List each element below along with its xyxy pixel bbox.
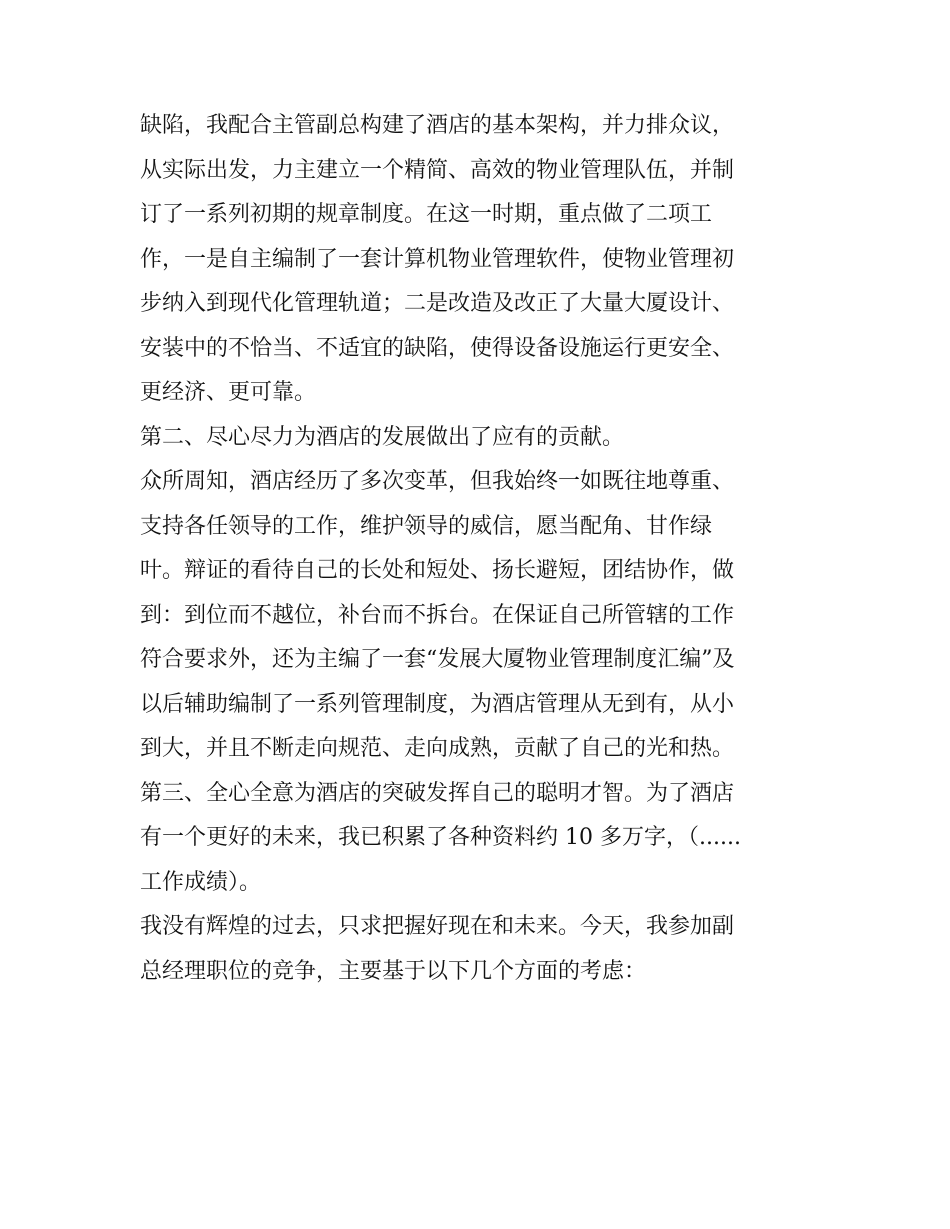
text-line: 我没有辉煌的过去，只求把握好现在和未来。今天，我参加副 bbox=[140, 914, 735, 939]
text-line: 总经理职位的竞争，主要基于以下几个方面的考虑： bbox=[140, 958, 647, 984]
text-line: 到：到位而不越位，补台而不拆台。在保证自己所管辖的工作 bbox=[140, 602, 735, 628]
text-line: 步纳入到现代化管理轨道；二是改造及改正了大量大厦设计、 bbox=[140, 291, 735, 316]
text-line: 订了一系列初期的规章制度。在这一时期，重点做了二项工 bbox=[140, 202, 713, 227]
text-line: 安装中的不恰当、不适宜的缺陷，使得设备设施运行更安全、 bbox=[140, 335, 735, 361]
text-line: 支持各任领导的工作，维护领导的威信，愿当配角、甘作绿 bbox=[140, 513, 713, 539]
text-line: 工作成绩）。 bbox=[140, 869, 262, 895]
text-line: 众所周知，酒店经历了多次变革，但我始终一如既往地尊重、 bbox=[140, 469, 735, 494]
text-line: 作，一是自主编制了一套计算机物业管理软件，使物业管理初 bbox=[140, 246, 735, 272]
text-line: 从实际出发，力主建立一个精简、高效的物业管理队伍，并制 bbox=[140, 157, 735, 183]
body-text bbox=[140, 104, 820, 994]
text-line: 叶。辩证的看待自己的长处和短处、扬长避短，团结协作，做 bbox=[140, 558, 735, 583]
section-heading: 第二、尽心尽力为酒店的发展做出了应有的贡献。 bbox=[140, 424, 625, 450]
section-heading: 第三、全心全意为酒店的突破发挥自己的聪明才智。为了酒店 bbox=[140, 780, 735, 806]
text-line: 有一个更好的未来，我已积累了各种资料约 10 多万字，（...... bbox=[140, 825, 741, 850]
text-line: 到大，并且不断走向规范、走向成熟，贡献了自己的光和热。 bbox=[140, 736, 735, 761]
text-line: 符合要求外，还为主编了一套“发展大厦物业管理制度汇编”及 bbox=[140, 647, 735, 672]
text-line: 以后辅助编制了一系列管理制度，为酒店管理从无到有，从小 bbox=[140, 691, 735, 717]
text-line: 更经济、更可靠。 bbox=[140, 380, 317, 405]
text-line: 缺陷，我配合主管副总构建了酒店的基本架构，并力排众议， bbox=[140, 113, 735, 138]
